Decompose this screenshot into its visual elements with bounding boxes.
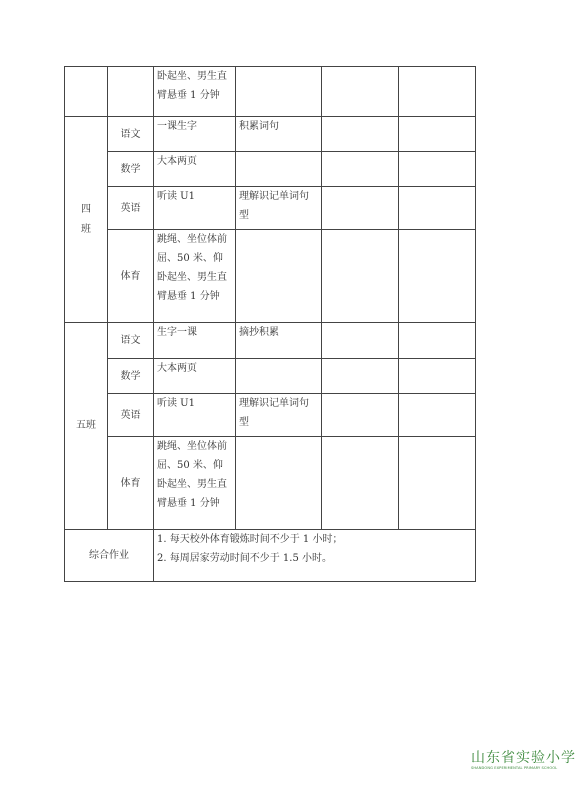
table-row <box>65 437 476 530</box>
blank-cell <box>399 230 476 323</box>
blank-cell <box>399 359 476 394</box>
table-row <box>65 359 476 394</box>
comprehensive-content <box>154 530 476 582</box>
homework-table <box>64 66 476 582</box>
table-row <box>65 323 476 359</box>
task-cell: 听读 U1 <box>154 187 236 230</box>
table-row <box>65 67 476 117</box>
school-logo-text: 山东省实验小学 <box>471 750 576 766</box>
blank-cell <box>399 323 476 359</box>
subject-cell: 英语 <box>108 394 154 437</box>
subject-cell: 语文 <box>108 117 154 152</box>
table-row <box>65 152 476 187</box>
goal-cell: 理解识记单词句型 <box>236 394 322 437</box>
task-cell: 一课生字 <box>154 117 236 152</box>
blank-cell <box>322 152 399 187</box>
blank-cell <box>322 394 399 437</box>
blank-cell <box>322 230 399 323</box>
goal-cell <box>236 230 322 323</box>
subject-cell: 数学 <box>108 152 154 187</box>
task-cell: 大本两页 <box>154 359 236 394</box>
class-name-cell <box>65 323 108 530</box>
table-row <box>65 394 476 437</box>
blank-cell <box>399 152 476 187</box>
goal-cell <box>236 359 322 394</box>
blank-cell <box>322 437 399 530</box>
task-cell: 听读 U1 <box>154 394 236 437</box>
task-cell: 大本两页 <box>154 152 236 187</box>
subject-cell <box>108 67 154 117</box>
task-cell: 跳绳、坐位体前屈、50 米、仰卧起坐、男生直臂悬垂 1 分钟 <box>154 437 236 530</box>
class-name: 五班 <box>76 420 96 431</box>
subject-cell: 语文 <box>108 323 154 359</box>
class-name-cell <box>65 117 108 323</box>
comprehensive-item: 2. 每周居家劳动时间不少于 1.5 小时。 <box>157 553 332 564</box>
blank-cell <box>322 187 399 230</box>
blank-cell <box>322 359 399 394</box>
blank-cell <box>399 67 476 117</box>
task-cell: 跳绳、坐位体前屈、50 米、仰卧起坐、男生直臂悬垂 1 分钟 <box>154 230 236 323</box>
class-name: 班 <box>81 223 91 235</box>
class-cell <box>65 67 108 117</box>
task-cell: 生字一课 <box>154 323 236 359</box>
comprehensive-label: 综合作业 <box>65 530 154 582</box>
blank-cell <box>399 187 476 230</box>
goal-cell: 积累词句 <box>236 117 322 152</box>
goal-cell <box>236 67 322 117</box>
goal-cell <box>236 437 322 530</box>
goal-cell: 摘抄积累 <box>236 323 322 359</box>
blank-cell <box>399 437 476 530</box>
subject-cell: 数学 <box>108 359 154 394</box>
blank-cell <box>399 117 476 152</box>
comprehensive-item: 1. 每天校外体育锻炼时间不少于 1 小时； <box>157 534 343 545</box>
school-logo-subtext: SHANDONG EXPERIMENTAL PRIMARY SCHOOL <box>471 766 558 770</box>
subject-cell: 体育 <box>108 230 154 323</box>
school-logo <box>471 747 576 779</box>
blank-cell <box>399 394 476 437</box>
blank-cell <box>322 67 399 117</box>
table-row <box>65 117 476 152</box>
subject-cell: 体育 <box>108 437 154 530</box>
table-row <box>65 530 476 582</box>
goal-cell: 理解识记单词句型 <box>236 187 322 230</box>
blank-cell <box>322 323 399 359</box>
subject-cell: 英语 <box>108 187 154 230</box>
class-name: 四 <box>81 203 91 215</box>
blank-cell <box>322 117 399 152</box>
task-cell: 卧起坐、男生直臂悬垂 1 分钟 <box>154 67 236 117</box>
table-row <box>65 187 476 230</box>
table-row <box>65 230 476 323</box>
goal-cell <box>236 152 322 187</box>
